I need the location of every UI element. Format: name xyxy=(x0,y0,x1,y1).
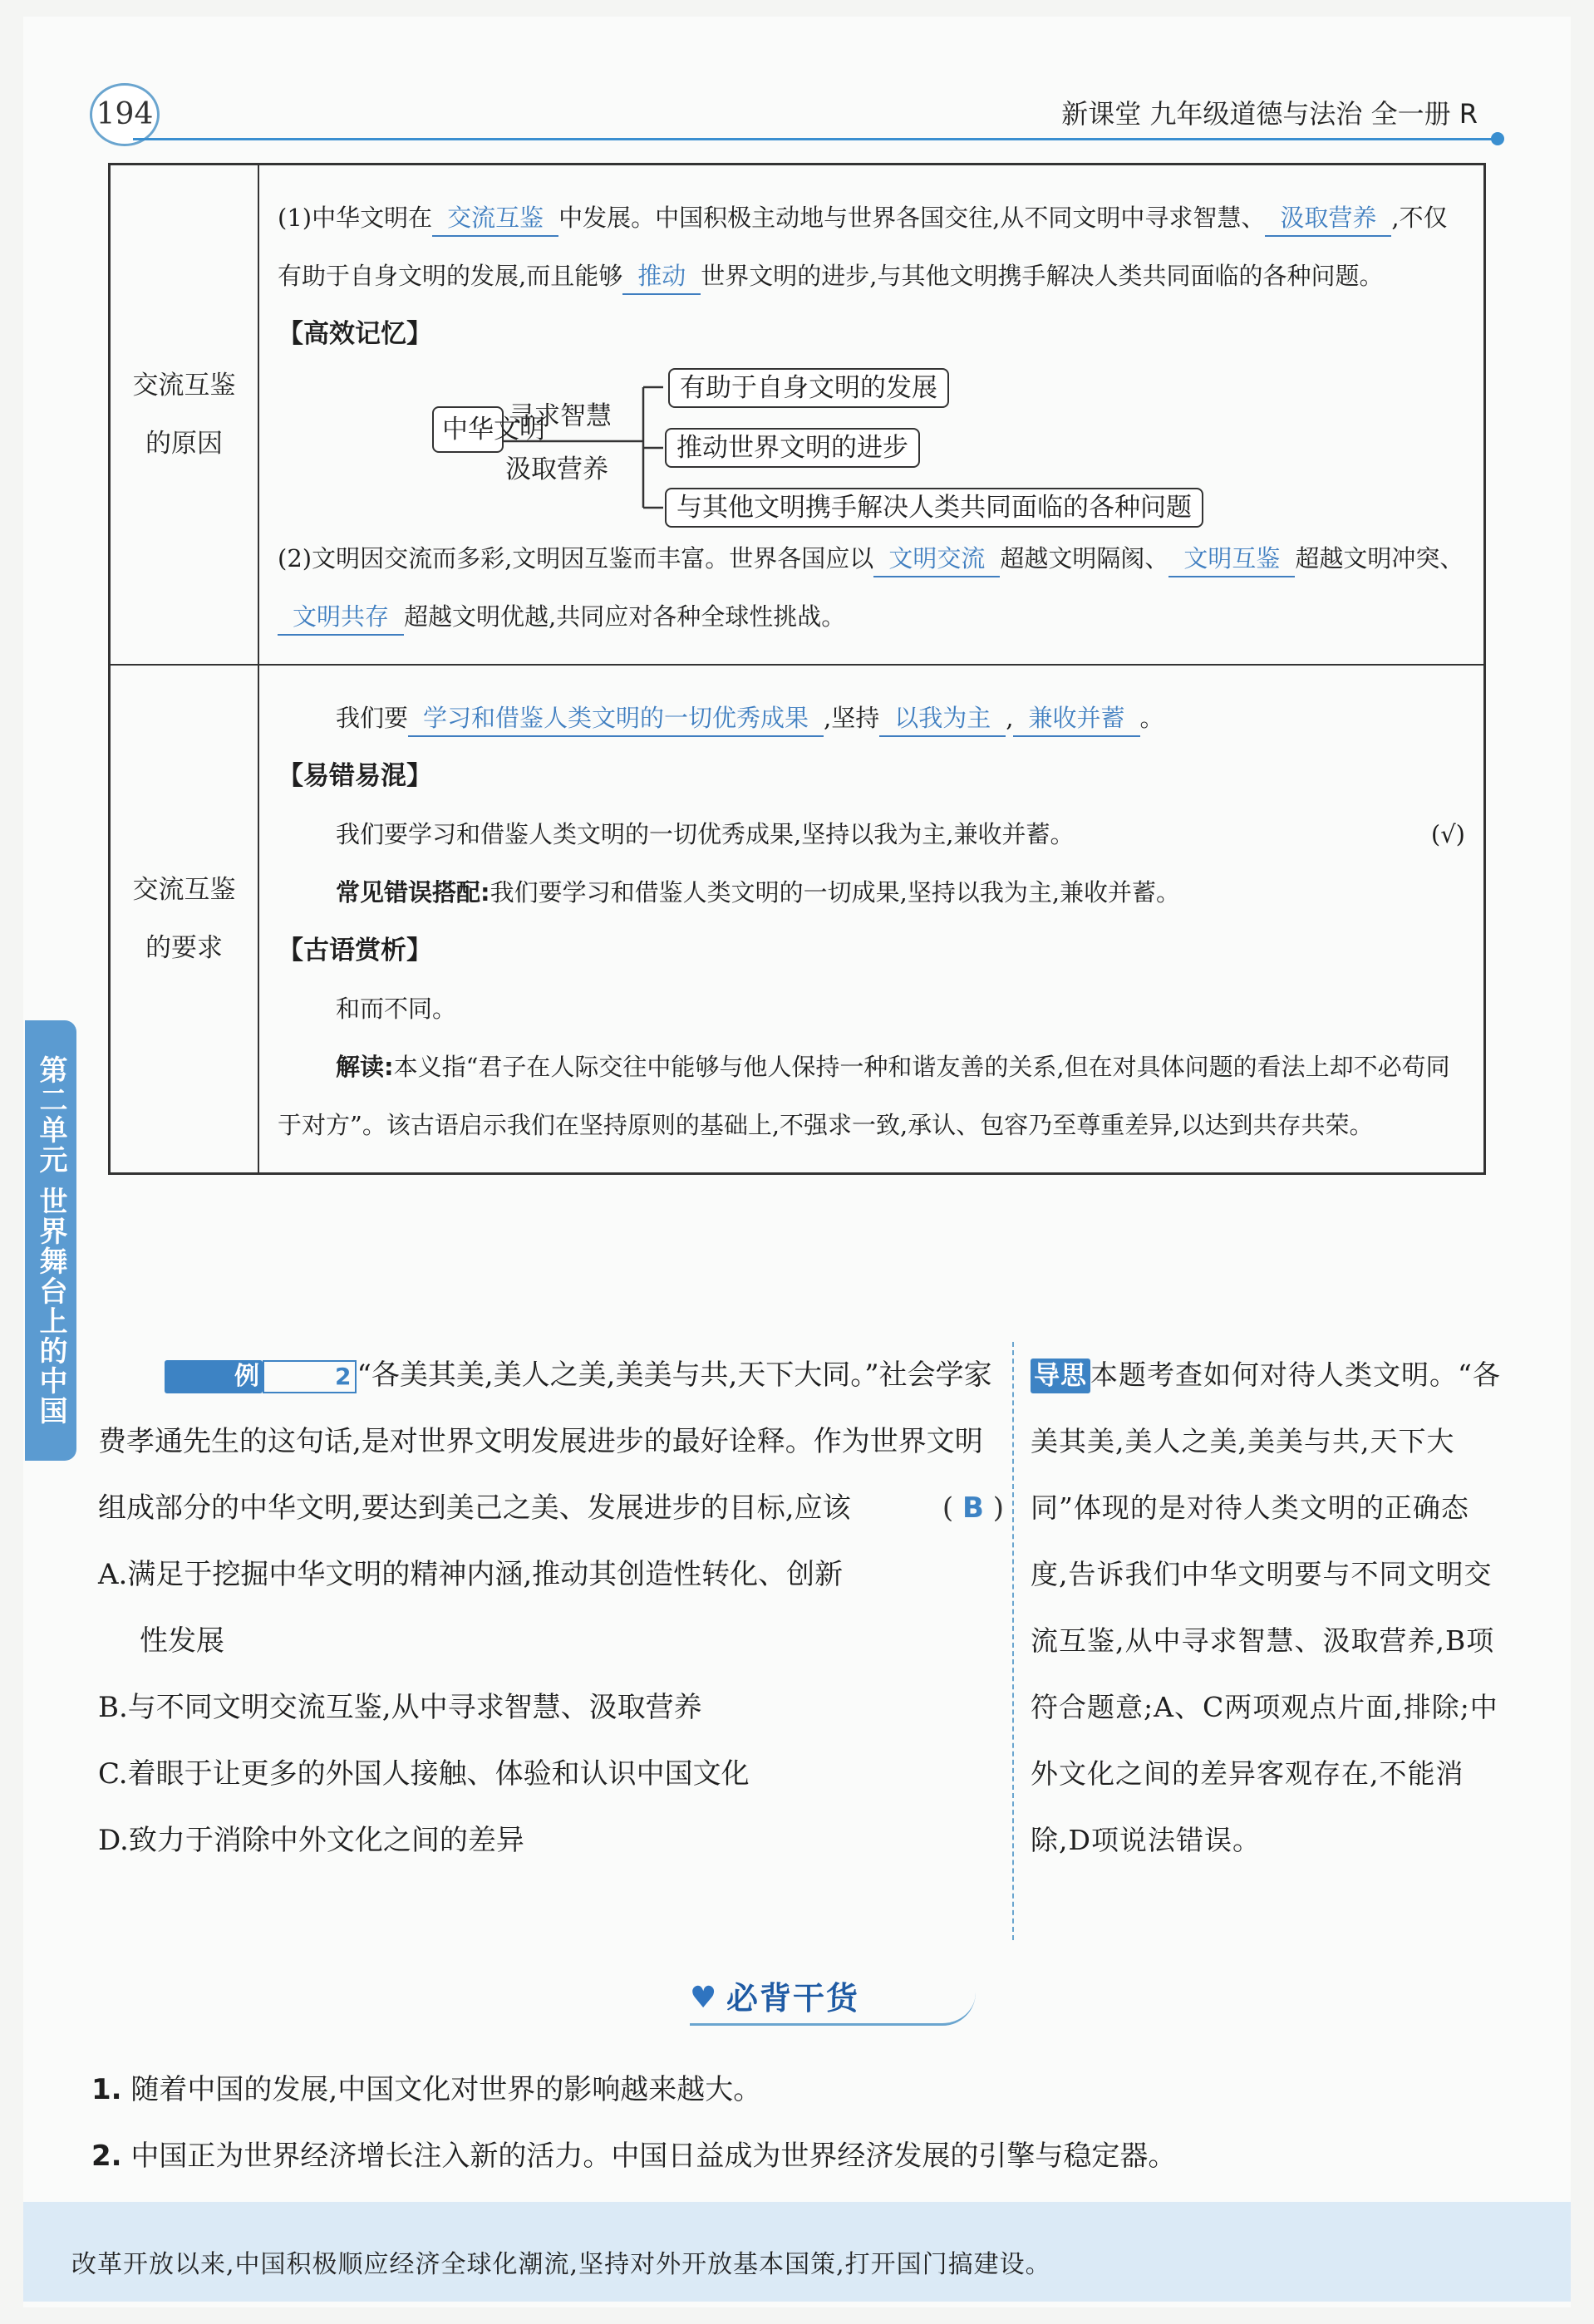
list-item xyxy=(91,2056,1463,2123)
text-run: 我们要 xyxy=(336,704,409,732)
item-number: 1. xyxy=(91,2073,122,2106)
diagram-target-box: 推动世界文明的进步 xyxy=(665,428,920,468)
memory-tag: 【高效记忆】 xyxy=(278,319,432,349)
option-text: A.满足于挖掘中华文明的精神内涵,推动其创造性转化、创新 xyxy=(98,1558,844,1591)
memory-diagram xyxy=(278,366,1465,524)
diagram-label: 汲取营养 xyxy=(505,454,608,484)
diagram-target-box: 有助于自身文明的发展 xyxy=(668,368,949,408)
unit-side-tab[interactable]: 第二单元 世界舞台上的中国 xyxy=(25,1020,76,1461)
correct-mark: (√) xyxy=(1430,820,1465,848)
category-line: 的要求 xyxy=(145,933,223,963)
diagram-source-box: 中华文明 xyxy=(432,406,504,453)
item-number: 2. xyxy=(91,2140,122,2173)
text-run: 世界文明的进步,与其他文明携手解决人类共同面临的各种问题。 xyxy=(701,262,1384,290)
mistake-tag: 【易错易混】 xyxy=(278,761,432,791)
text-run: , xyxy=(1006,704,1014,732)
text-run: “各美其美,美人之美,美美与共,天下大同。”社会学家费孝通先生的这句话,是对世界文明发展进步的最好诠释。作为世界文明组成部分的中华文明,要达到美己之美、发展进步的目标,应该 xyxy=(98,1359,992,1525)
text-run: (2)文明因交流而多彩,文明因互鉴而丰富。世界各国应以 xyxy=(278,544,874,572)
category-line: 交流互鉴 xyxy=(132,875,236,905)
item-text: 随着中国的发展,中国文化对世界的影响越来越大。 xyxy=(130,2073,762,2106)
footer-text: 改革开放以来,中国积极顺应经济全球化潮流,坚持对外开放基本国策,打开国门搞建设。 xyxy=(71,2250,1051,2279)
option-a[interactable] xyxy=(98,1541,1004,1674)
classic-tag: 【古语赏析】 xyxy=(278,936,432,965)
fill-blank-answer: 学习和借鉴人类文明的一切优秀成果 xyxy=(408,700,824,737)
fill-blank-answer: 文明交流 xyxy=(873,541,1000,577)
text-run: 中发展。中国积极主动地与世界各国交往,从不同文明中寻求智慧、 xyxy=(558,204,1266,232)
list-item xyxy=(91,2123,1463,2189)
header-rule xyxy=(133,138,1496,140)
row-content xyxy=(258,665,1485,1174)
text-run: 。 xyxy=(1139,704,1164,732)
divider xyxy=(1012,1342,1014,1940)
item-text: 中国正为世界经济增长注入新的活力。中国日益成为世界经济发展的引擎与稳定器。 xyxy=(130,2140,1177,2173)
guide-label: 导思 xyxy=(1031,1359,1090,1393)
example-label: 例 xyxy=(165,1360,263,1393)
fill-blank-answer: 交流互鉴 xyxy=(432,200,558,237)
interpretation xyxy=(278,1038,1465,1154)
option-b[interactable]: B.与不同文明交流互鉴,从中寻求智慧、汲取营养 xyxy=(98,1691,702,1724)
text-run: ,坚持 xyxy=(824,704,880,732)
banner-title: 必背干货 xyxy=(726,1980,860,2017)
answer: B xyxy=(962,1491,984,1525)
option-c[interactable]: C.着眼于让更多的外国人接触、体验和认识中国文化 xyxy=(98,1757,750,1791)
example-stem xyxy=(98,1342,1004,1541)
text-run: 超越文明优越,共同应对各种全球性挑战。 xyxy=(404,602,846,631)
answer-bracket xyxy=(876,1475,1004,1541)
guide-analysis xyxy=(1031,1342,1504,1874)
header-rule-dot xyxy=(1491,132,1504,145)
mistake-statement xyxy=(278,805,1465,863)
text-run: 超越文明冲突、 xyxy=(1295,544,1464,572)
fill-blank-answer: 文明互鉴 xyxy=(1168,541,1295,577)
fill-blank-answer: 汲取营养 xyxy=(1265,200,1391,237)
option-d[interactable]: D.致力于消除中外文化之间的差异 xyxy=(98,1824,524,1857)
text-run: 我们要学习和借鉴人类文明的一切成果,坚持以我为主,兼收并蓄。 xyxy=(490,878,1181,907)
category-line: 交流互鉴 xyxy=(132,371,236,400)
table-row xyxy=(110,165,1485,666)
heart-icon: ♥ xyxy=(690,1981,719,2015)
page-number: 194 xyxy=(90,83,160,146)
diagram-label: 寻求智慧 xyxy=(509,401,612,431)
paragraph xyxy=(278,189,1465,305)
must-remember-list xyxy=(91,2056,1463,2189)
text-run: (1)中华文明在 xyxy=(278,204,433,232)
fill-blank-answer: 文明共存 xyxy=(278,599,404,636)
fill-blank-answer: 兼收并蓄 xyxy=(1013,700,1139,737)
common-error-label: 常见错误搭配: xyxy=(336,878,490,907)
row-category xyxy=(110,665,259,1174)
book-title: 新课堂 九年级道德与法治 全一册 R xyxy=(1061,98,1478,130)
category-line: 的原因 xyxy=(145,429,223,459)
common-error xyxy=(278,863,1465,921)
text-run: 超越文明隔阂、 xyxy=(1000,544,1169,572)
fill-blank-answer: 以我为主 xyxy=(879,700,1006,737)
text-run: ,不仅有助于自身文明的发展,而且能够 xyxy=(278,204,1448,290)
classic-quote: 和而不同。 xyxy=(336,995,457,1023)
paragraph xyxy=(278,689,1465,747)
text-run: 我们要学习和借鉴人类文明的一切优秀成果,坚持以我为主,兼收并蓄。 xyxy=(336,820,1075,848)
must-remember-banner xyxy=(690,1973,976,2026)
fill-blank-answer: 推动 xyxy=(622,258,701,295)
interpret-label: 解读: xyxy=(336,1053,394,1081)
example-2 xyxy=(98,1342,1004,1874)
option-text: 性发展 xyxy=(140,1624,224,1658)
example-number: 2 xyxy=(263,1360,357,1393)
diagram-target-box: 与其他文明携手解决人类共同面临的各种问题 xyxy=(665,488,1203,528)
knowledge-table xyxy=(108,163,1486,1175)
row-content xyxy=(258,165,1485,666)
table-row xyxy=(110,665,1485,1174)
paragraph xyxy=(278,529,1465,646)
text-run: 本题考查如何对待人类文明。“各美其美,美人之美,美美与共,天下大同”体现的是对待人类文明的正确态度,告诉我们中华文明要与不同文明交流互鉴,从中寻求智慧、汲取营养,B项符合题意;A、C两项观点片面,排除;中外文化之间的差异客观存在,不能消除,D项说法错误。 xyxy=(1031,1359,1501,1856)
bracket: ( xyxy=(942,1491,954,1525)
text-run: 本义指“君子在人际交往中能够与他人保持一种和谐友善的关系,但在对具体问题的看法上却不必苟同于对方”。该古语启示我们在坚持原则的基础上,不强求一致,承认、包容乃至尊重差异,以达到共存共荣。 xyxy=(278,1053,1450,1139)
row-category xyxy=(110,165,259,666)
bracket: ) xyxy=(992,1491,1004,1525)
